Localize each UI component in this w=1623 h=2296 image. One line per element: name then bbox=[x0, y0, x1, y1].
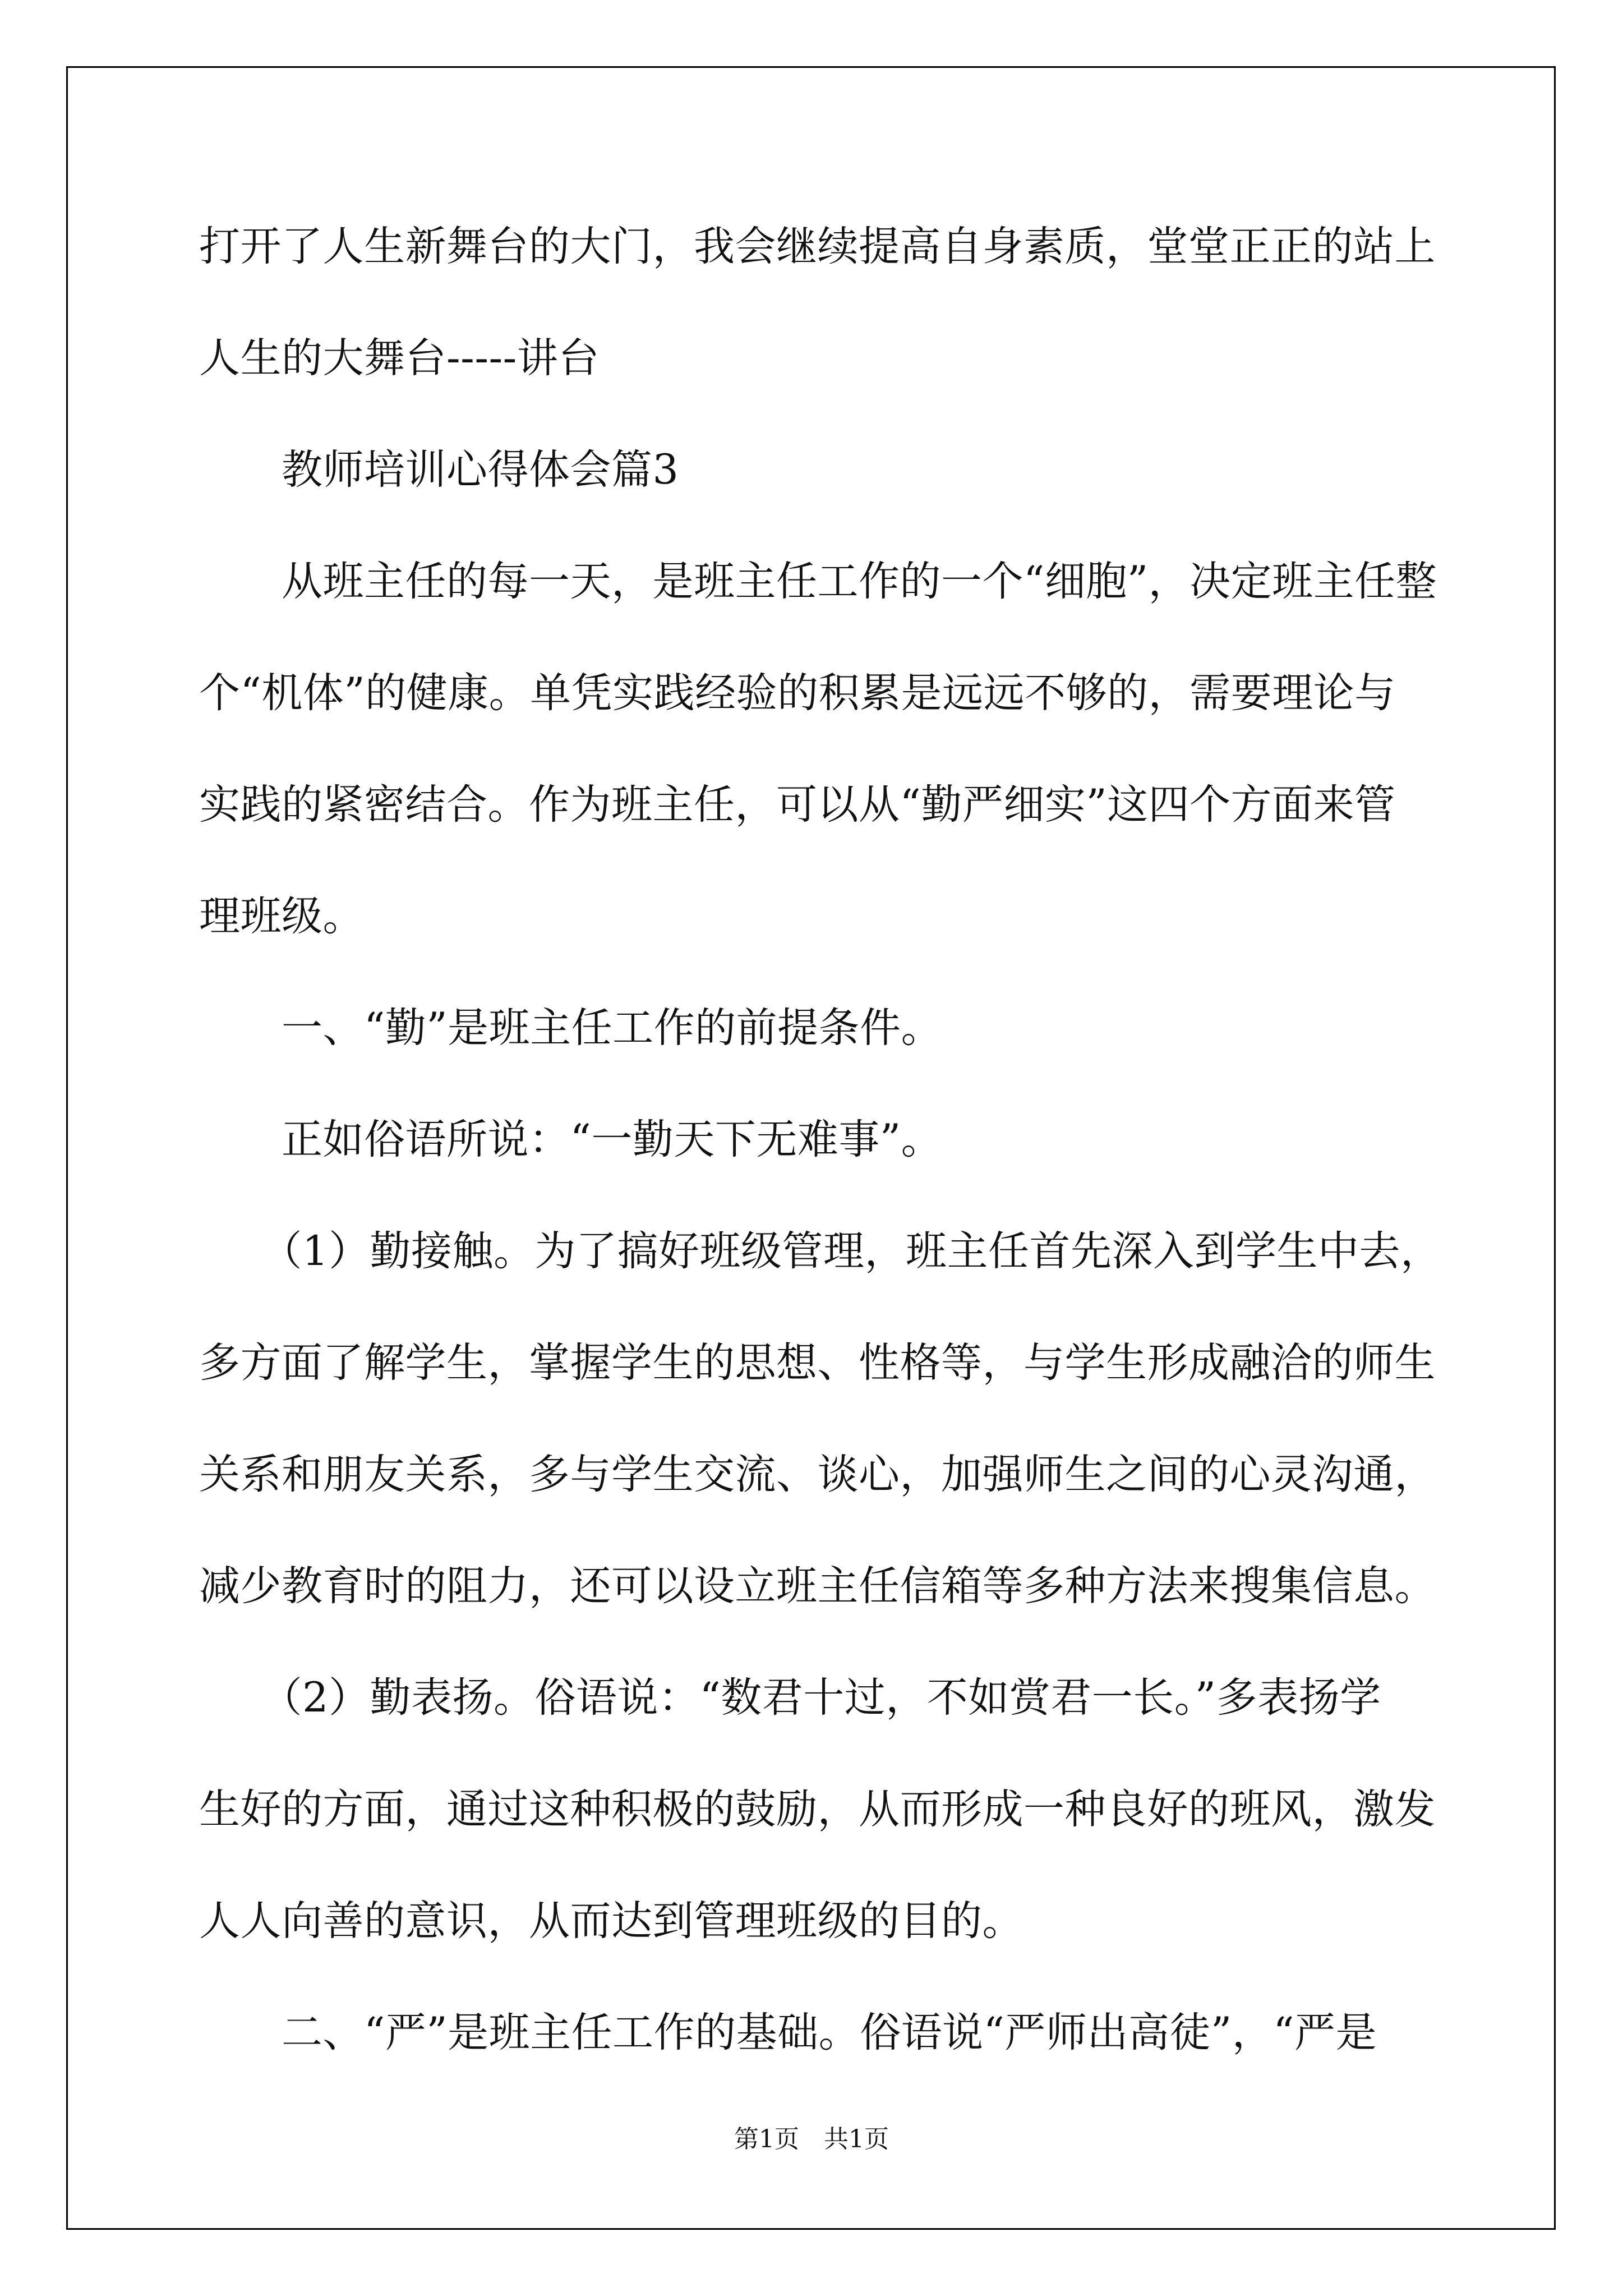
text-line: 生好的方面，通过这种积极的鼓励，从而形成一种良好的班风，激发 bbox=[199, 1786, 1436, 1833]
text-line: 减少教育时的阻力，还可以设立班主任信箱等多种方法来搜集信息。 bbox=[199, 1562, 1436, 1610]
text-line: 二、“严”是班主任工作的基础。俗语说“严师出高徒”，“严是 bbox=[199, 2009, 1377, 2056]
text-line: 人生的大舞台-----讲台 bbox=[199, 334, 600, 382]
text-line: （2）勤表扬。俗语说：“数君十过，不如赏君一长。”多表扬学 bbox=[199, 1674, 1381, 1722]
text-line: 实践的紧密结合。作为班主任，可以从“勤严细实”这四个方面来管 bbox=[199, 781, 1396, 829]
document-body bbox=[199, 219, 1442, 2061]
text-line: 理班级。 bbox=[199, 892, 364, 940]
text-line: 关系和朋友关系，多与学生交流、谈心，加强师生之间的心灵沟通， bbox=[199, 1451, 1436, 1498]
text-line: 正如俗语所说：“一勤天下无难事”。 bbox=[199, 1116, 943, 1163]
text-line: （1）勤接触。为了搞好班级管理，班主任首先深入到学生中去， bbox=[199, 1227, 1442, 1275]
section-heading: 教师培训心得体会篇3 bbox=[199, 446, 679, 494]
text-line: 一、“勤”是班主任工作的前提条件。 bbox=[199, 1004, 943, 1052]
text-line: 多方面了解学生，掌握学生的思想、性格等，与学生形成融洽的师生 bbox=[199, 1339, 1436, 1387]
text-line: 人人向善的意识，从而达到管理班级的目的。 bbox=[199, 1897, 1023, 1945]
text-line: 打开了人生新舞台的大门，我会继续提高自身素质，堂堂正正的站上 bbox=[199, 223, 1436, 270]
page-footer: 第1页 共1页 bbox=[734, 2125, 889, 2154]
text-line: 从班主任的每一天，是班主任工作的一个“细胞”，决定班主任整 bbox=[199, 558, 1437, 605]
text-line: 个“机体”的健康。单凭实践经验的积累是远远不够的，需要理论与 bbox=[199, 669, 1396, 717]
